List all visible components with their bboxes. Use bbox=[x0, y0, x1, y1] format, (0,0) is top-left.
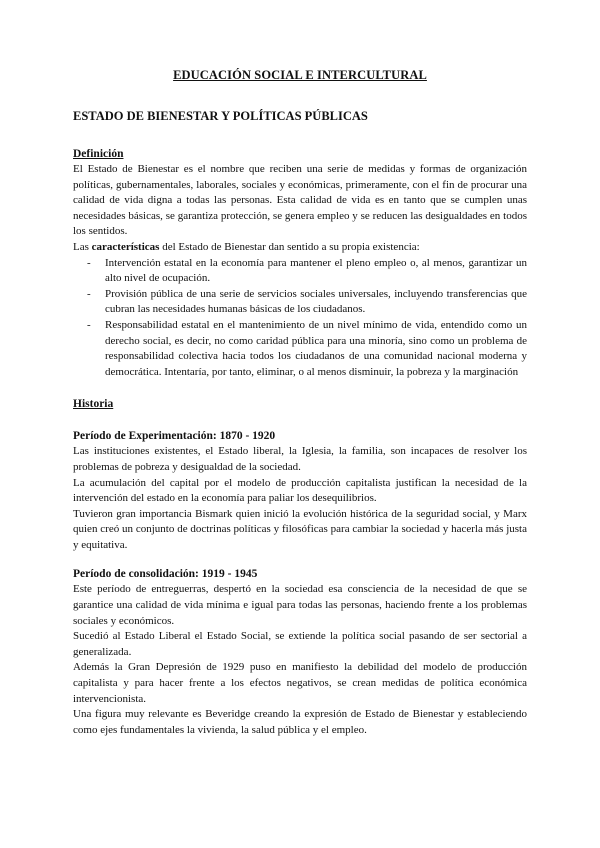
caracteristicas-suffix: del Estado de Bienestar dan sentido a su propia existencia: bbox=[159, 240, 420, 253]
document-content bbox=[73, 68, 527, 738]
document-title: EDUCACIÓN SOCIAL E INTERCULTURAL bbox=[173, 68, 427, 82]
period-paragraph: Este período de entreguerras, despertó en la sociedad esa consciencia de la necesidad de que se garantice una calidad de vida mínima e igual para todas las personas, haciendo frente a los problemas sociales y económicos. bbox=[73, 583, 527, 627]
section-title: ESTADO DE BIENESTAR Y POLÍTICAS PÚBLICAS bbox=[73, 109, 368, 123]
period-paragraph: La acumulación del capital por el modelo de producción capitalista justifican la necesidad de la intervención del estado en la economía para paliar los desequilibrios. bbox=[73, 476, 527, 505]
period-paragraph: Las instituciones existentes, el Estado liberal, la Iglesia, la familia, son incapaces de resolver los problemas de pobreza y desigualdad de la sociedad. bbox=[73, 445, 527, 473]
period-title: Período de Experimentación: 1870 - 1920 bbox=[73, 430, 276, 443]
list-item bbox=[73, 256, 527, 287]
list-item-text: Provisión pública de una serie de servicios sociales universales, incluyendo transferencias que cubran las necesidades humanas básicas de los ciudadanos. bbox=[105, 287, 527, 316]
list-item-text: Responsabilidad estatal en el mantenimiento de un nivel mínimo de vida, entendido como un derecho social, es decir, no como caridad pública para una minoría, sino como un problema de responsabilidad colectiva hacia todos los ciudadanos de una comunidad nacional moderna y democrática. Intentaría, por tanto, eliminar, o al menos disminuir, la pobreza y la marginación bbox=[105, 318, 527, 378]
period-paragraph: Sucedió al Estado Liberal el Estado Social, se extiende la política social pasando de ser sectorial a generalizada. bbox=[73, 630, 527, 658]
definicion-paragraph: El Estado de Bienestar es el nombre que reciben una serie de medidas y formas de organización políticas, gubernamentales, laborales, sociales y económicas, primeramente, con el fin de procurar una calidad de vida digna a todas las personas. Esta calidad de vida es en tanto que se cumplen unas necesidades básicas, se garantiza protección, se genera empleo y se reducen las desigualdades en todos los sentidos. bbox=[73, 163, 527, 238]
definicion-heading: Definición bbox=[73, 148, 124, 160]
caracteristicas-list bbox=[73, 256, 527, 381]
period-title: Período de consolidación: 1919 - 1945 bbox=[73, 568, 258, 581]
period-paragraph: Tuvieron gran importancia Bismark quien inició la evolución histórica de la seguridad social, y Marx quien creó un conjunto de doctrinas políticas y filosóficas para cambiar la sociedad y hacerla más justa y equitativa. bbox=[73, 507, 527, 551]
bullet-dash: - bbox=[87, 256, 91, 269]
list-item bbox=[73, 287, 527, 318]
caracteristicas-bold: características bbox=[91, 240, 160, 253]
caracteristicas-prefix: Las bbox=[73, 240, 92, 253]
period-paragraph: Una figura muy relevante es Beveridge creando la expresión de Estado de Bienestar y estableciendo como ejes fundamentales la vivienda, la salud pública y el empleo. bbox=[73, 708, 527, 736]
period-paragraph: Además la Gran Depresión de 1929 puso en manifiesto la debilidad del modelo de producción capitalista y para hacer frente a los efectos negativos, se crean medidas de política económica intervencionista. bbox=[73, 661, 527, 705]
list-item-text: Intervención estatal en la economía para mantener el pleno empleo o, al menos, garantizar un alto nivel de ocupación. bbox=[105, 256, 527, 285]
historia-heading: Historia bbox=[73, 398, 114, 411]
bullet-dash: - bbox=[87, 287, 91, 300]
caracteristicas-intro bbox=[73, 240, 527, 256]
list-item bbox=[73, 318, 527, 380]
bullet-dash: - bbox=[87, 318, 91, 331]
